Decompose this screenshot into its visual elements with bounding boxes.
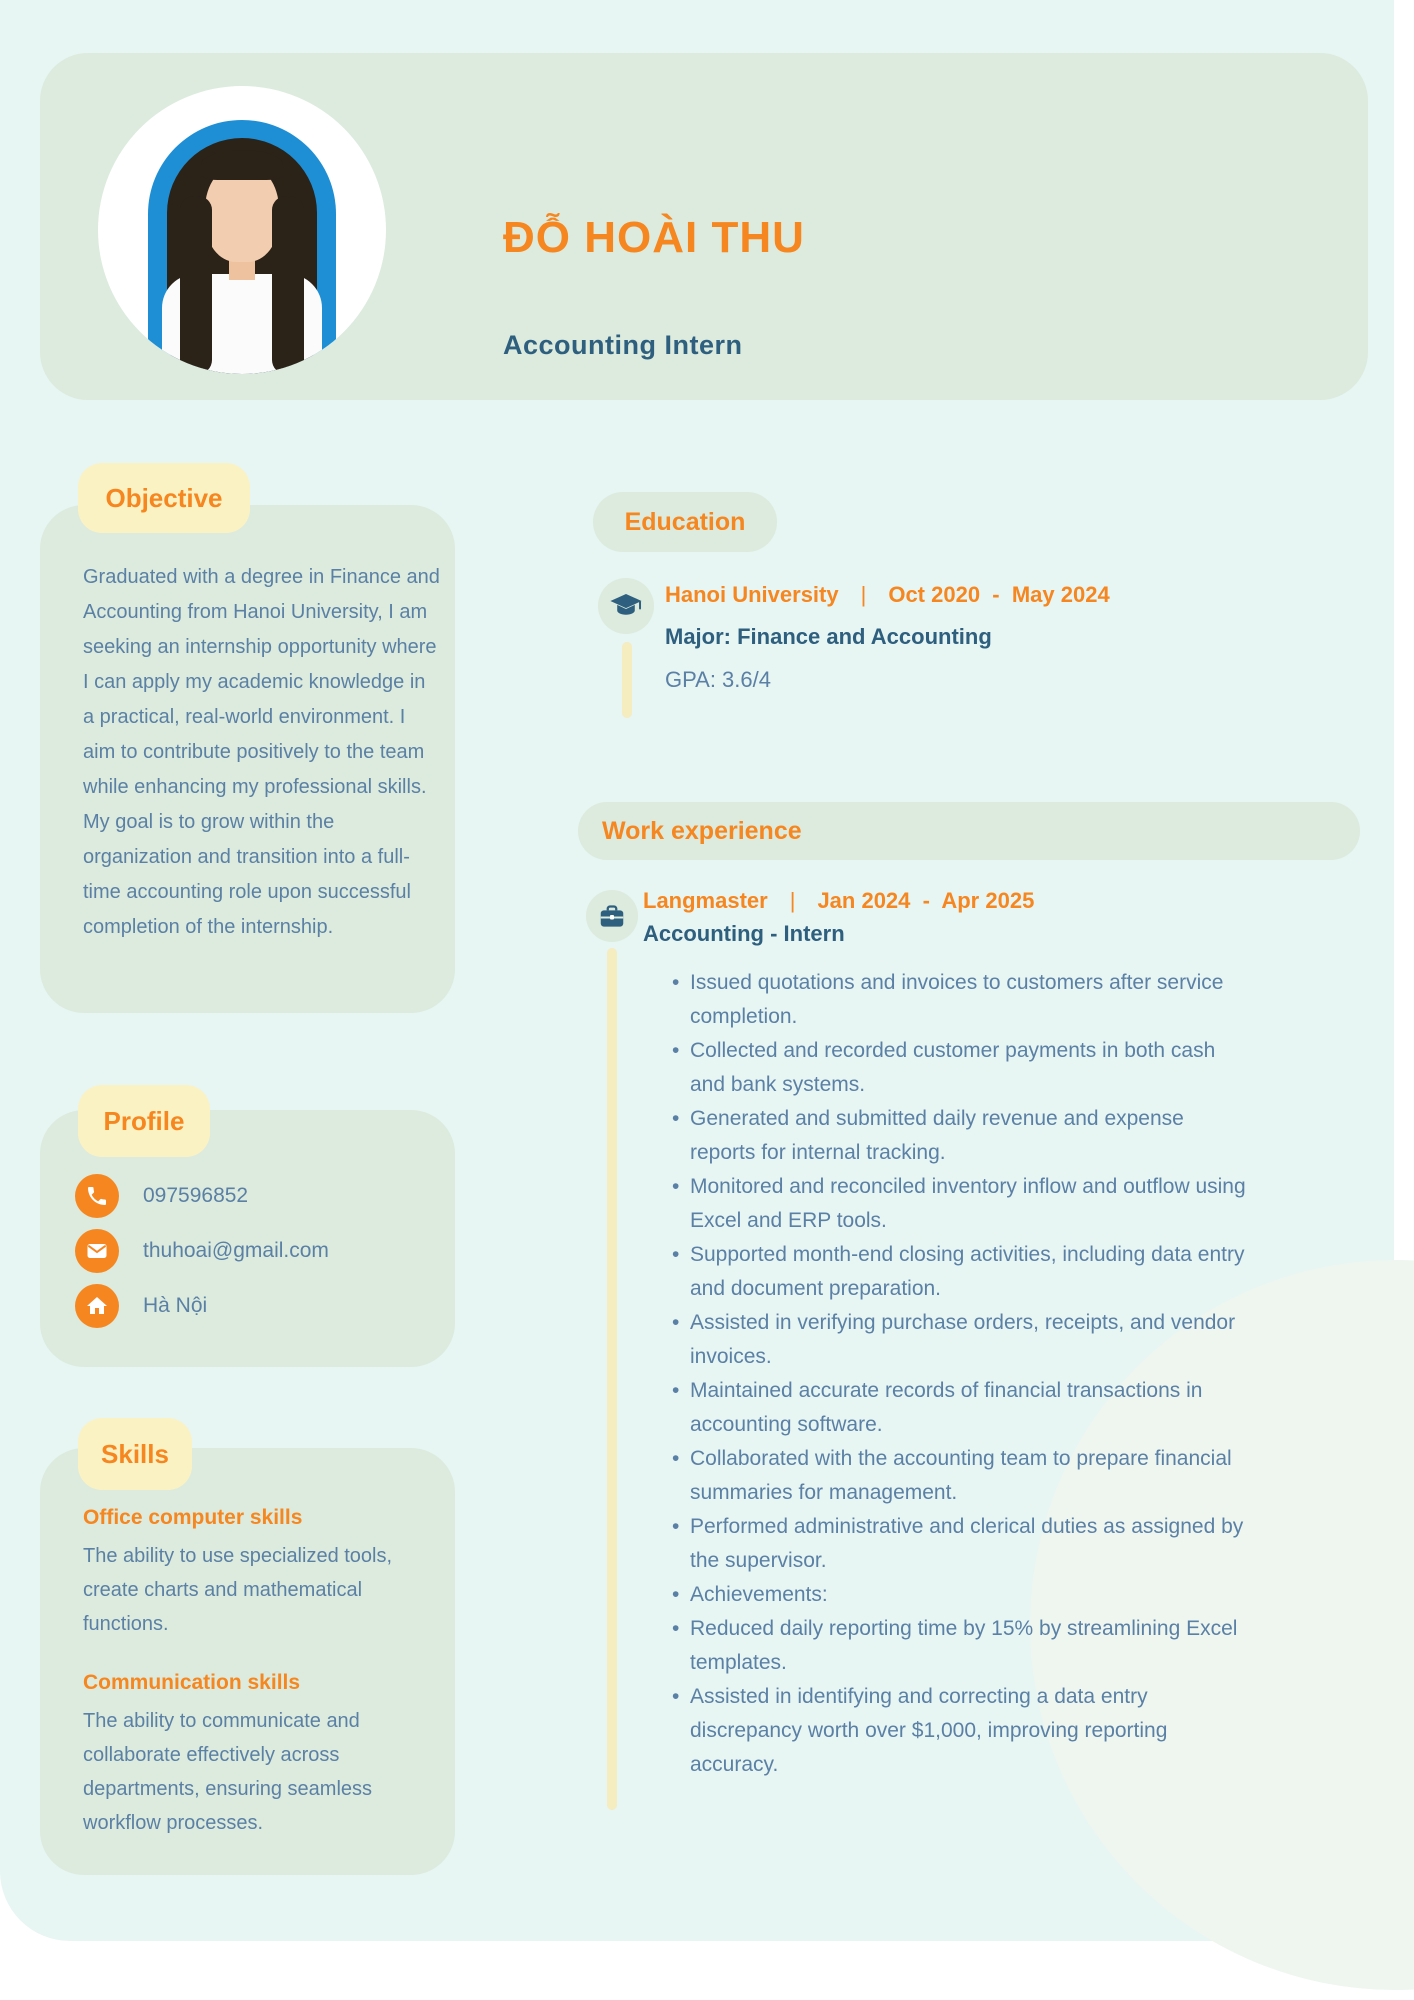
work-bullet: • Assisted in identifying and correcting a data entry discrepancy worth over $1,000, improving reporting accuracy. <box>672 1680 1252 1782</box>
phone-number: 097596852 <box>143 1184 249 1207</box>
company-name: Langmaster <box>643 888 768 913</box>
work-role: Accounting - Intern <box>643 921 845 946</box>
skills-label-text: Skills <box>101 1438 169 1469</box>
education-label-text: Education <box>624 507 746 536</box>
work-dates: Jan 2024 - Apr 2025 <box>817 888 1035 913</box>
avatar-hair-top <box>201 150 283 180</box>
graduation-cap-icon <box>598 578 654 634</box>
location-text: Hà Nội <box>143 1294 208 1317</box>
candidate-job-title: Accounting Intern <box>503 330 743 360</box>
education-timeline <box>622 642 632 718</box>
skill-group-text: The ability to communicate and collaborate effectively across departments, ensuring seamless workflow processes. <box>83 1710 373 1834</box>
work-entry-header <box>643 888 1034 914</box>
education-dates: Oct 2020 - May 2024 <box>888 582 1110 607</box>
education-gpa: GPA: 3.6/4 <box>665 667 771 692</box>
work-section-label <box>578 802 1360 860</box>
work-bullet: • Maintained accurate records of financial transactions in accounting software. <box>672 1374 1252 1442</box>
skill-group-communication <box>83 1671 441 1840</box>
school-name: Hanoi University <box>665 582 839 607</box>
email-address: thuhoai@gmail.com <box>143 1239 329 1262</box>
skill-group-text: The ability to use specialized tools, create charts and mathematical functions. <box>83 1545 393 1635</box>
skill-group-title: Communication skills <box>83 1671 301 1694</box>
work-bullet: • Achievements: <box>672 1578 1252 1612</box>
avatar <box>98 86 386 374</box>
work-bullet: • Collected and recorded customer payments in both cash and bank systems. <box>672 1034 1252 1102</box>
skill-group-title: Office computer skills <box>83 1506 303 1529</box>
objective-card <box>40 505 455 1013</box>
separator: | <box>789 888 796 913</box>
work-entry <box>643 888 1034 947</box>
profile-row-email <box>75 1229 441 1273</box>
work-bullet: • Generated and submitted daily revenue and expense reports for internal tracking. <box>672 1102 1252 1170</box>
avatar-hair-left <box>180 196 212 374</box>
work-bullet: • Monitored and reconciled inventory inflow and outflow using Excel and ERP tools. <box>672 1170 1252 1238</box>
work-label-text: Work experience <box>602 816 802 845</box>
objective-label-text: Objective <box>105 482 223 513</box>
briefcase-icon <box>586 890 638 942</box>
work-bullet: • Supported month-end closing activities, including data entry and document preparation. <box>672 1238 1252 1306</box>
candidate-name: ĐỖ HOÀI THU <box>503 213 805 262</box>
skills-card <box>40 1448 455 1875</box>
education-entry-header <box>665 582 1110 608</box>
work-bullet: • Issued quotations and invoices to customers after service completion. <box>672 966 1252 1034</box>
work-timeline <box>607 948 617 1810</box>
skill-group-office <box>83 1506 441 1641</box>
work-bullet: • Collaborated with the accounting team to prepare financial summaries for management. <box>672 1442 1252 1510</box>
work-bullet-list <box>672 966 1252 1782</box>
skills-section-label <box>78 1418 192 1490</box>
work-bullet: • Reduced daily reporting time by 15% by streamlining Excel templates. <box>672 1612 1252 1680</box>
objective-section-label <box>78 463 250 533</box>
phone-icon <box>75 1174 119 1218</box>
education-entry <box>665 582 1110 693</box>
work-bullet: • Performed administrative and clerical duties as assigned by the supervisor. <box>672 1510 1252 1578</box>
home-icon <box>75 1284 119 1328</box>
work-bullet: • Assisted in verifying purchase orders, receipts, and vendor invoices. <box>672 1306 1252 1374</box>
objective-text: Graduated with a degree in Finance and Accounting from Hanoi University, I am seeking an internship opportunity where I can apply my academic knowledge in a practical, real-world environment. I aim to contribute positively to the team while enhancing my professional skills. My goal is to grow within the organization and transition into a full-time accounting role upon successful completion of the internship. <box>83 566 440 938</box>
profile-section-label <box>78 1085 210 1157</box>
profile-row-phone <box>75 1174 441 1218</box>
education-section-label <box>593 492 777 552</box>
separator: | <box>860 582 867 607</box>
email-icon <box>75 1229 119 1273</box>
profile-row-location <box>75 1284 441 1328</box>
profile-label-text: Profile <box>103 1105 185 1136</box>
education-major: Major: Finance and Accounting <box>665 624 992 649</box>
avatar-hair-right <box>272 196 304 374</box>
